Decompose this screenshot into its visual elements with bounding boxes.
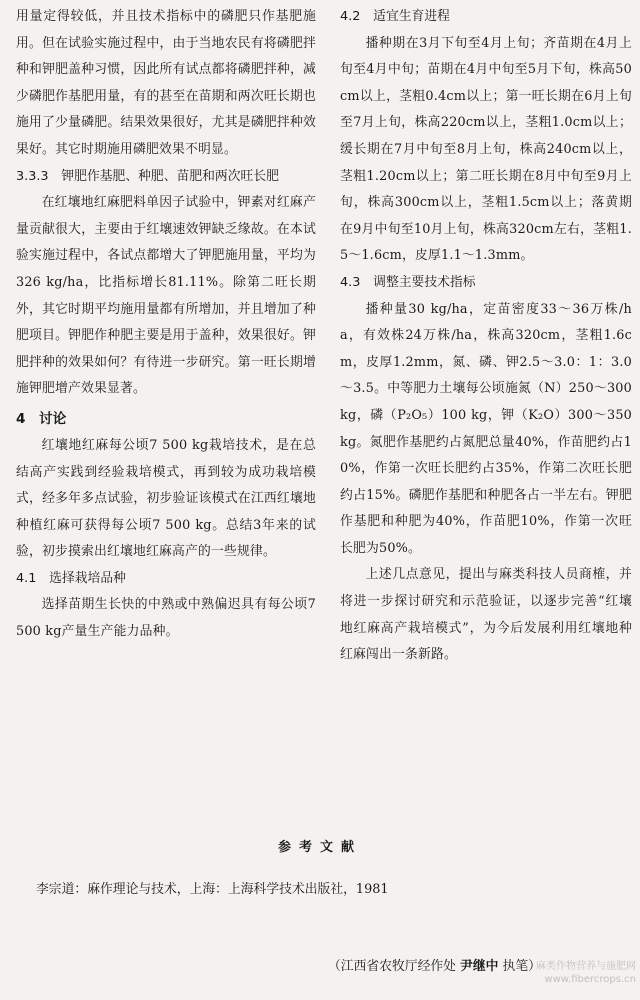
paragraph-variety: 选择苗期生长快的中熟或中熟偏迟具有每公顷7 500 kg产量生产能力品种。 <box>16 597 316 640</box>
heading-4-2: 4.2 适宜生育进程 <box>340 9 450 24</box>
paragraph-discussion: 红壤地红麻每公顷7 500 kg栽培技术，是在总结高产实践到经验栽培模式，再到较为成功栽培模式，经多年多点试验，初步验证该模式在江西红壤地种植红麻可获得每公顷7 500 kg。总结3年来的试验，初步摸索出红壤地红麻高产的一些规律。 <box>16 437 316 560</box>
watermark-line-1: 麻类作物营养与施肥网 <box>536 961 636 972</box>
left-column <box>16 4 316 646</box>
heading-4-1: 4.1 选择栽培品种 <box>16 570 126 586</box>
paragraph-phosphorus-continued: 用量定得较低，并且技术指标中的磷肥只作基肥施用。但在试验实施过程中，由于当地农民有将磷肥拌种和钾肥盖种习惯，因此所有试点都将磷肥拌种，减少磷肥作基肥用量，有的甚至在苗期和两次旺长期也施用了少量磷肥。结果效果很好，尤其是磷肥拌种效果好。其它时期施用磷肥效果不明显。 <box>16 9 316 157</box>
paragraph-growth-process: 播种期在3月下旬至4月上旬；齐苗期在4月上旬至4月中旬；苗期在4月中旬至5月下旬，株高50cm以上，茎粗0.4cm以上；第一旺长期在6月上旬至7月上旬，株高220cm以上，茎粗1.0cm以上；缓长期在7月中旬至8月上旬，株高240cm以上，茎粗1.20cm以上；第二旺长期在8月中旬至9月上旬，株高300cm以上，茎粗1.5cm以上；落黄期在9月中旬至10月上旬，株高320cm左右，茎粗1.5～1.6cm，皮厚1.1～1.3mm。 <box>340 35 632 264</box>
paragraph-conclusion: 上述几点意见，提出与麻类科技人员商榷，并将进一步探讨研究和示范验证，以逐步完善“红壤地红麻高产栽培模式”，为今后发展利用红壤地种红麻闯出一条新路。 <box>340 567 632 663</box>
author-role: 执笔） <box>502 959 541 974</box>
paragraph-potassium: 在红壤地红麻肥料单因子试验中，钾素对红麻产量贡献很大，主要由于红壤速效钾缺乏缘故。在本试验实施过程中，各试点都增大了钾肥施用量，平均为326 kg/ha，比指标增长81.11%。除第二旺长期外，其它时期平均施用量都有所增加，并且增加了种肥项目。钾肥作种肥主要是用于盖种，效果很好。钾肥拌种的效果如何？有待进一步研究。第一旺长期增施钾肥增产效果显著。 <box>16 195 316 397</box>
heading-4-discussion: 4 讨论 <box>16 410 67 427</box>
author-affiliation: （江西省农牧厅经作处 <box>328 959 456 974</box>
reference-item: 李宗道：麻作理论与技术，上海：上海科学技术出版社，1981 <box>36 882 389 897</box>
author-name: 尹继中 <box>460 959 499 974</box>
heading-4-3: 4.3 调整主要技术指标 <box>340 274 476 290</box>
paragraph-indicators: 播种量30 kg/ha，定苗密度33～36万株/ha，有效株24万株/ha，株高320cm，茎粗1.6cm，皮厚1.2mm，氮、磷、钾2.5～3.0：1：3.0～3.5。中等肥力土壤每公顷施氮（N）250～300 kg，磷（P₂O₅）100 kg，钾（K₂O）300～350 kg。氮肥作基肥约占氮肥总量40%，作苗肥约占10%，作第一次旺长肥约占35%，作第二次旺长肥约占15%。磷肥作基肥和种肥各占一半左右。钾肥作基肥和种肥为40%，作苗肥10%，作第一次旺长肥为50%。 <box>340 301 632 556</box>
right-column <box>340 4 632 669</box>
site-watermark <box>498 960 636 986</box>
references-title: 参考文献 <box>277 840 362 855</box>
watermark-line-2: www.fibercrops.cn <box>544 974 636 985</box>
heading-3-3-3: 3.3.3 钾肥作基肥、种肥、苗肥和两次旺长肥 <box>16 168 279 184</box>
